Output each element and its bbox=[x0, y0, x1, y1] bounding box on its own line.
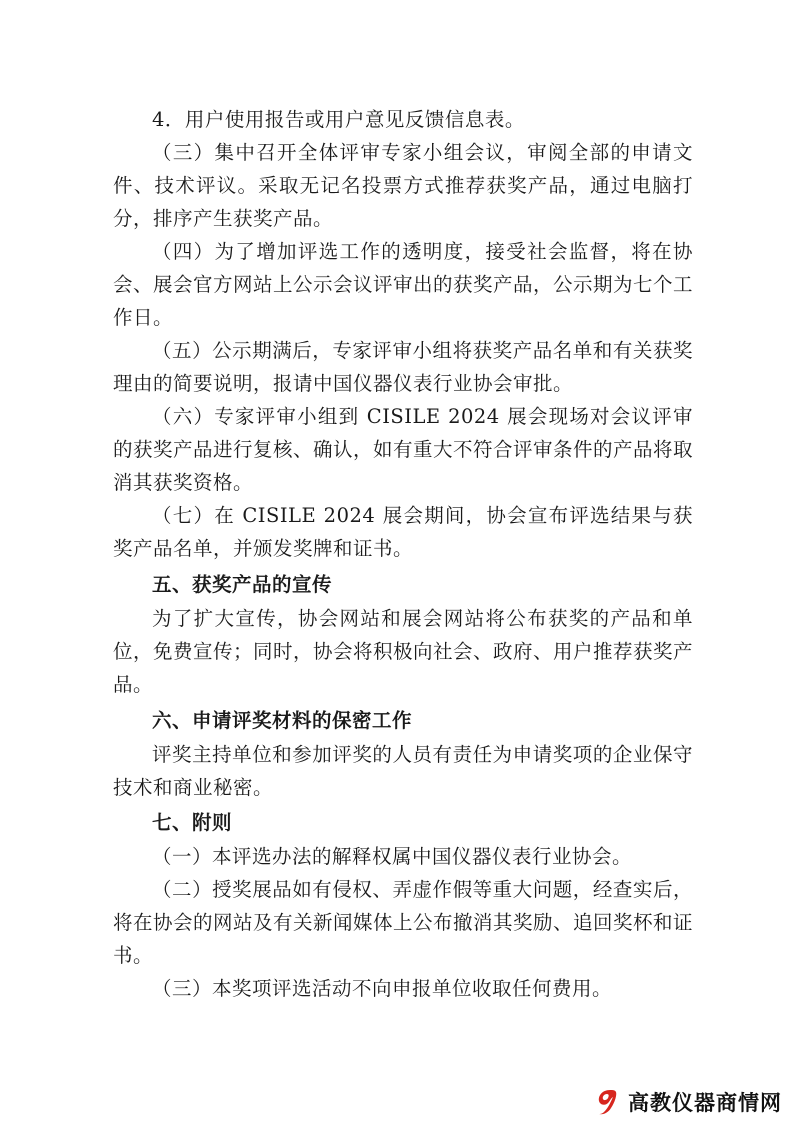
watermark-text: 高教仪器商情网 bbox=[628, 1090, 782, 1115]
paragraph-transparency: （四）为了增加评选工作的透明度，接受社会监督，将在协会、展会官方网站上公示会议评审出的获奖产品，公示期为七个工作日。 bbox=[113, 240, 694, 329]
logo-icon bbox=[592, 1087, 622, 1117]
watermark bbox=[592, 1087, 782, 1117]
paragraph-award-announcement: （七）在 CISILE 2024 展会期间，协会宣布评选结果与获奖产品名单，并颁发奖牌和证书。 bbox=[113, 504, 693, 560]
paragraph-interpretation-right: （一）本评选办法的解释权属中国仪器仪表行业协会。 bbox=[152, 845, 633, 868]
paragraph-no-fees: （三）本奖项评选活动不向申报单位收取任何费用。 bbox=[152, 977, 613, 1000]
paragraph-onsite-review: （六）专家评审小组到 CISILE 2024 展会现场对会议评审的获奖产品进行复核、确认，如有重大不符合评审条件的产品将取消其获奖资格。 bbox=[113, 405, 694, 494]
section-heading-confidentiality: 六、申请评奖材料的保密工作 bbox=[152, 709, 413, 732]
paragraph-publicity: 为了扩大宣传，协会网站和展会网站将公布获奖的产品和单位，免费宣传；同时，协会将积极向社会、政府、用户推荐获奖产品。 bbox=[113, 607, 694, 696]
paragraph-review-meeting: （三）集中召开全体评审专家小组会议，审阅全部的申请文件、技术评议。采取无记名投票方式推荐获奖产品，通过电脑打分，排序产生获奖产品。 bbox=[113, 141, 693, 230]
paragraph-confidentiality: 评奖主持单位和参加评奖的人员有责任为申请奖项的企业保守技术和商业秘密。 bbox=[113, 743, 693, 799]
paragraph-revocation: （二）授奖展品如有侵权、弄虚作假等重大问题，经查实后，将在协会的网站及有关新闻媒体上公布撤消其奖励、追回奖杯和证书。 bbox=[113, 878, 694, 967]
section-heading-publicity: 五、获奖产品的宣传 bbox=[152, 573, 333, 596]
paragraph-publicity-period: （五）公示期满后，专家评审小组将获奖产品名单和有关获奖理由的简要说明，报请中国仪器仪表行业协会审批。 bbox=[113, 339, 693, 395]
paragraph-item-4: 4．用户使用报告或用户意见反馈信息表。 bbox=[152, 108, 525, 131]
section-heading-supplementary: 七、附则 bbox=[152, 811, 233, 834]
